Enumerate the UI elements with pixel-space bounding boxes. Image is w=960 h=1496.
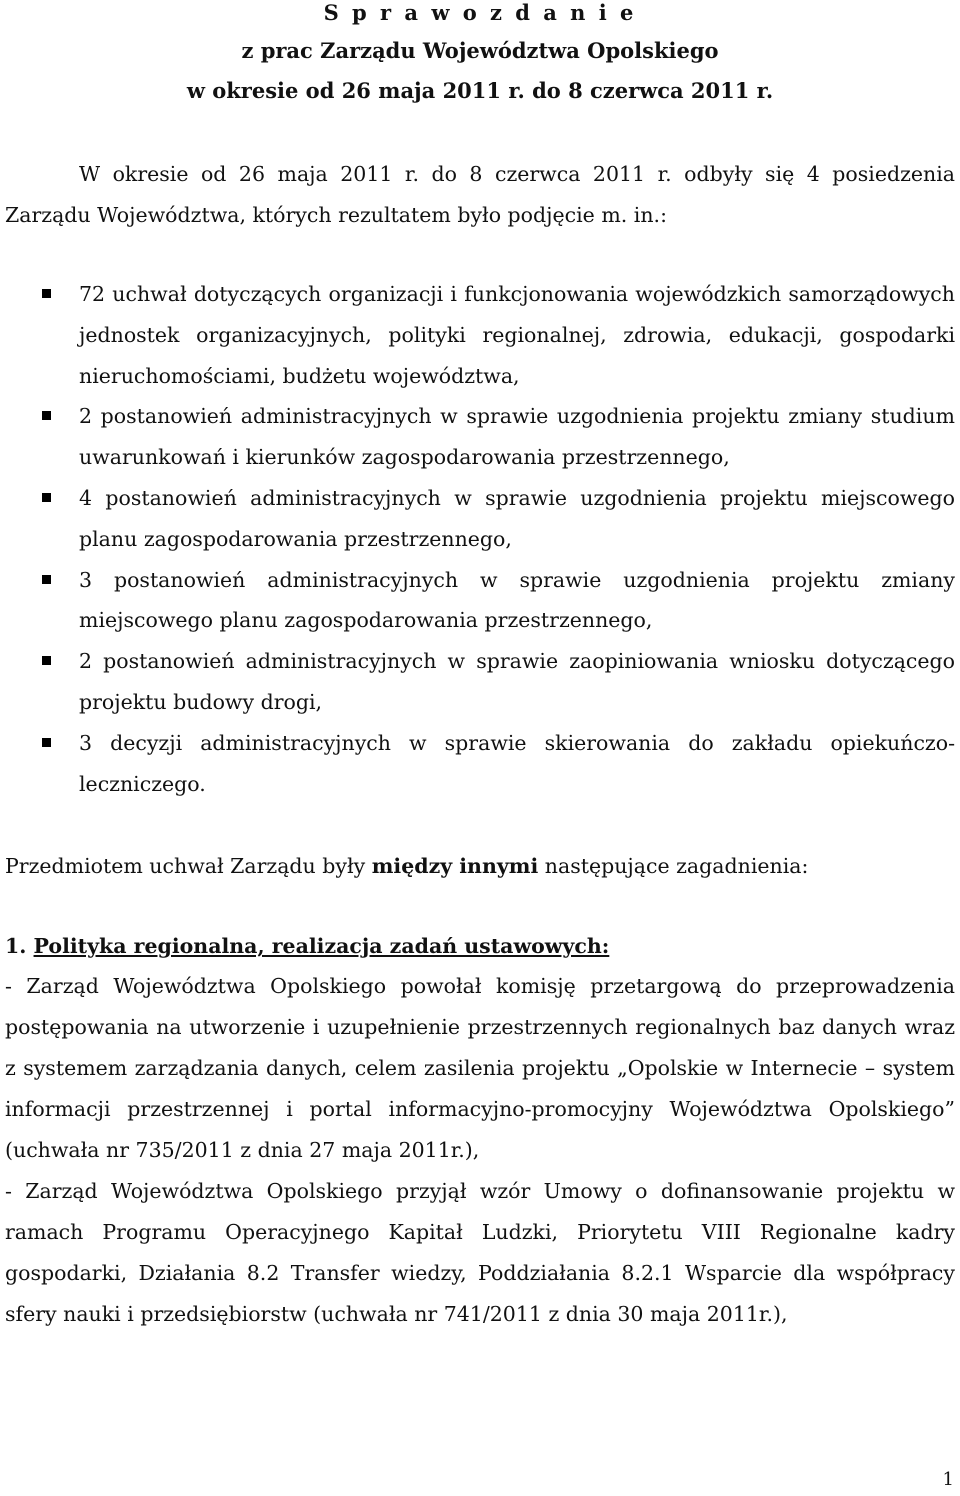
list-item: 3 decyzji administracyjnych w sprawie skierowania do zakładu opiekuńczo-leczniczego. (0, 723, 955, 805)
paragraph: - Zarząd Województwa Opolskiego powołał komisję przetargową do przeprowadzenia postępowania na utworzenie i uzupełnienie przestrzennych regionalnych baz danych wraz z systemem zarządzania danych, celem zasilenia projektu „Opolskie w Internecie – system informacji przestrzennej i portal informacyjno-promocyjny Województwa Opolskiego” (uchwała nr 735/2011 z dnia 27 maja 2011r.), (5, 974, 955, 1162)
report-title: S p r a w o z d a n i e (323, 0, 637, 25)
section-heading: 1. Polityka regionalna, realizacja zadań ustawowych: (5, 934, 610, 958)
subject-line: Przedmiotem uchwał Zarządu były między innymi następujące zagadnienia: (5, 854, 809, 878)
list-item: 3 postanowień administracyjnych w sprawie uzgodnienia projektu zmiany miejscowego planu zagospodarowania przestrzennego, (0, 560, 955, 642)
resolutions-list (0, 274, 955, 804)
page-number: 1 (942, 1469, 954, 1490)
report-period: w okresie od 26 maja 2011 r. do 8 czerwca 2011 r. (186, 78, 774, 103)
paragraph: - Zarząd Województwa Opolskiego przyjął wzór Umowy o dofinansowanie projektu w ramach Programu Operacyjnego Kapitał Ludzki, Priorytetu VIII Regionalne kadry gospodarki, Działania 8.2 Transfer wiedzy, Poddziałania 8.2.1 Wsparcie dla współpracy sfery nauki i przedsiębiorstw (uchwała nr 741/2011 z dnia 30 maja 2011r.), (5, 1179, 955, 1326)
square-bullet-icon (42, 411, 51, 420)
square-bullet-icon (42, 289, 51, 298)
square-bullet-icon (42, 493, 51, 502)
square-bullet-icon (42, 738, 51, 747)
square-bullet-icon (42, 656, 51, 665)
list-item: 72 uchwał dotyczących organizacji i funkcjonowania wojewódzkich samorządowych jednostek organizacyjnych, polityki regionalnej, zdrowia, edukacji, gospodarki nieruchomościami, budżetu województwa, (0, 274, 955, 396)
list-item: 2 postanowień administracyjnych w sprawie zaopiniowania wniosku dotyczącego projektu budowy drogi, (0, 641, 955, 723)
section-body (5, 966, 955, 1335)
list-item: 2 postanowień administracyjnych w sprawie uzgodnienia projektu zmiany studium uwarunkowań i kierunków zagospodarowania przestrzennego, (0, 396, 955, 478)
list-item: 4 postanowień administracyjnych w sprawie uzgodnienia projektu miejscowego planu zagospodarowania przestrzennego, (0, 478, 955, 560)
report-subtitle: z prac Zarządu Województwa Opolskiego (241, 38, 719, 63)
intro-paragraph: W okresie od 26 maja 2011 r. do 8 czerwca 2011 r. odbyły się 4 posiedzenia Zarządu Województwa, których rezultatem było podjęcie m. in.: (5, 162, 955, 227)
square-bullet-icon (42, 575, 51, 584)
